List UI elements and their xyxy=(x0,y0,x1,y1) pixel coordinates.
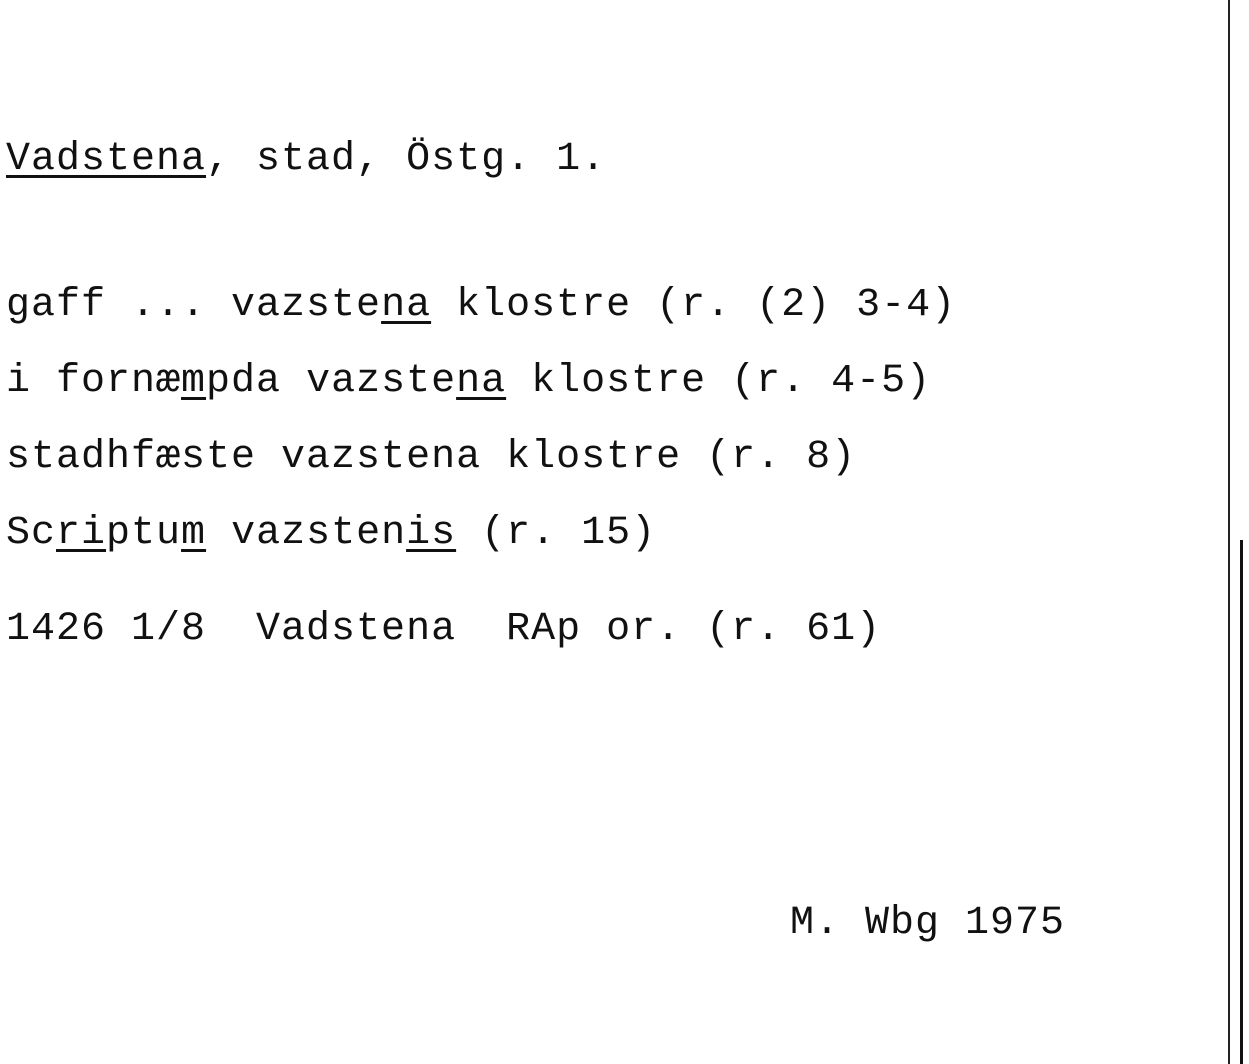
citation-text: gaff ... vazste xyxy=(6,283,382,328)
citation-text: klostre (r. 4-5) xyxy=(506,359,932,404)
author-signature: M. Wbg 1975 xyxy=(790,901,1066,946)
headword-line xyxy=(6,136,606,184)
underlined-abbreviation: na xyxy=(456,359,507,404)
citation-text: ptu xyxy=(106,511,182,556)
headword-description: , stad, Östg. 1. xyxy=(206,137,607,182)
card-edge-line xyxy=(1228,0,1230,1064)
citation-line-1 xyxy=(6,282,956,330)
headword: Vadstena xyxy=(6,137,207,182)
underlined-abbreviation: m xyxy=(181,511,207,556)
citation-line-3 xyxy=(6,434,856,482)
source-reference-line xyxy=(6,606,881,654)
citation-text: stadhfæste vazstena klostre (r. 8) xyxy=(6,435,857,480)
citation-line-2 xyxy=(6,358,931,406)
citation-text: Sc xyxy=(6,511,57,556)
citation-text: vazsten xyxy=(206,511,407,556)
underlined-abbreviation: na xyxy=(381,283,432,328)
card-edge-line-lower xyxy=(1240,540,1243,1064)
underlined-abbreviation: ri xyxy=(56,511,107,556)
citation-text: klostre (r. (2) 3-4) xyxy=(431,283,957,328)
citation-text: i fornæ xyxy=(6,359,182,404)
underlined-abbreviation: is xyxy=(406,511,457,556)
underlined-abbreviation: m xyxy=(181,359,207,404)
citation-text: (r. 15) xyxy=(456,511,657,556)
citation-text: pda vazste xyxy=(206,359,457,404)
source-reference-text: 1426 1/8 Vadstena RAp or. (r. 61) xyxy=(6,607,882,652)
citation-line-4 xyxy=(6,510,656,558)
